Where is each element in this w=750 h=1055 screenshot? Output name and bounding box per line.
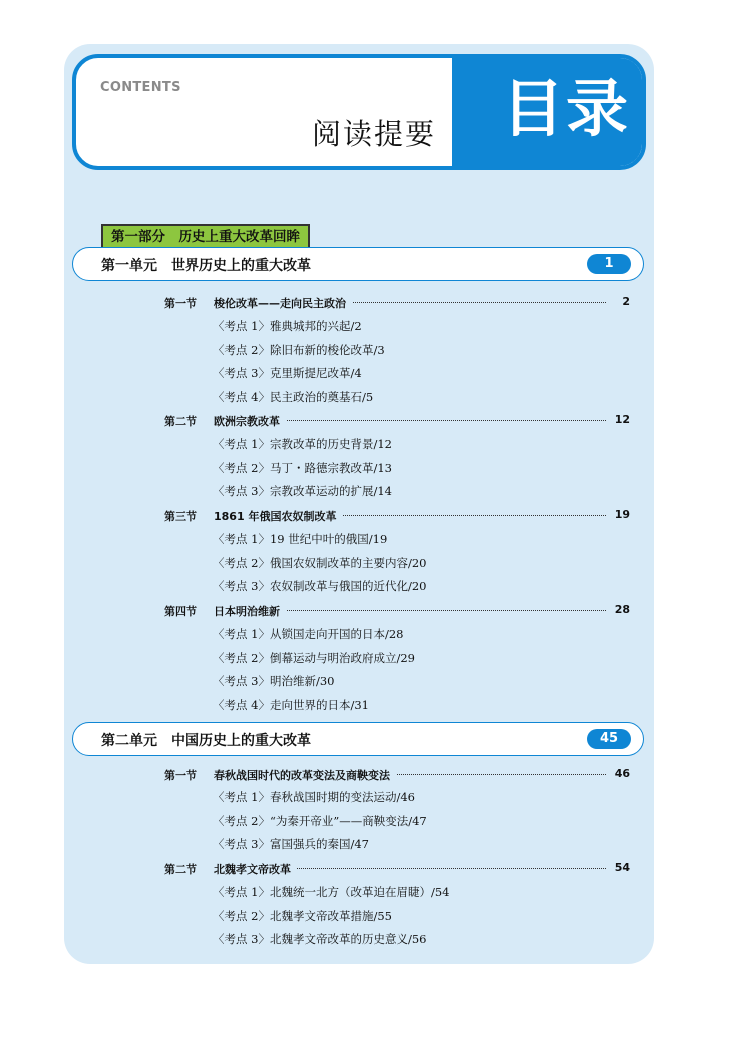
key-point[interactable]: 〈考点 3〉克里斯提尼改革/4 (213, 366, 362, 380)
key-point[interactable]: 〈考点 1〉雅典城邦的兴起/2 (213, 319, 362, 333)
toc-section[interactable] (164, 292, 630, 312)
key-point[interactable]: 〈考点 1〉春秋战国时期的变法运动/46 (213, 790, 415, 804)
toc-title: 目录 (501, 72, 630, 145)
section-page: 19 (611, 508, 630, 521)
unit-page-badge: 45 (587, 729, 631, 749)
section-title: 日本明治维新 (214, 603, 286, 619)
key-point[interactable]: 〈考点 4〉走向世界的日本/31 (213, 698, 369, 712)
contents-label: CONTENTS (100, 80, 181, 95)
section-page: 12 (611, 413, 630, 426)
toc-header (72, 54, 646, 170)
section-number: 第二节 (164, 415, 197, 428)
header-blue-block (452, 58, 642, 166)
section-title: 1861 年俄国农奴制改革 (214, 508, 342, 524)
section-number: 第一节 (164, 297, 197, 310)
section-number: 第四节 (164, 605, 197, 618)
key-point[interactable]: 〈考点 2〉北魏孝文帝改革措施/55 (213, 909, 392, 923)
section-page: 28 (611, 603, 630, 616)
section-page: 2 (618, 295, 630, 308)
section-page: 54 (611, 861, 630, 874)
section-title: 春秋战国时代的改革变法及商鞅变法 (214, 767, 396, 783)
key-point[interactable]: 〈考点 1〉从锁国走向开国的日本/28 (213, 627, 404, 641)
key-point[interactable]: 〈考点 3〉北魏孝文帝改革的历史意义/56 (213, 932, 427, 946)
part-title: 第一部分 历史上重大改革回眸 (101, 224, 310, 250)
key-point[interactable]: 〈考点 2〉马丁・路德宗教改革/13 (213, 461, 392, 475)
key-point[interactable]: 〈考点 1〉19 世纪中叶的俄国/19 (213, 532, 388, 546)
key-point[interactable]: 〈考点 3〉农奴制改革与俄国的近代化/20 (213, 579, 427, 593)
key-point[interactable]: 〈考点 2〉除旧布新的梭伦改革/3 (213, 343, 385, 357)
key-point[interactable]: 〈考点 1〉北魏统一北方（改革迫在眉睫）/54 (213, 885, 450, 899)
toc-section[interactable] (164, 410, 630, 430)
section-number: 第三节 (164, 510, 197, 523)
unit-page-badge: 1 (587, 254, 631, 274)
section-number: 第一节 (164, 769, 197, 782)
section-title: 梭伦改革——走向民主政治 (214, 295, 352, 311)
key-point[interactable]: 〈考点 2〉“为秦开帝业”——商鞅变法/47 (213, 814, 427, 828)
toc-section[interactable] (164, 600, 630, 620)
unit-title: 第一单元 世界历史上的重大改革 (101, 258, 311, 274)
key-point[interactable]: 〈考点 1〉宗教改革的历史背景/12 (213, 437, 392, 451)
key-point[interactable]: 〈考点 2〉俄国农奴制改革的主要内容/20 (213, 556, 427, 570)
key-point[interactable]: 〈考点 3〉富国强兵的秦国/47 (213, 837, 369, 851)
section-number: 第二节 (164, 863, 197, 876)
section-title: 欧洲宗教改革 (214, 413, 286, 429)
unit-bar[interactable] (72, 722, 644, 756)
key-point[interactable]: 〈考点 3〉明治维新/30 (213, 674, 335, 688)
key-point[interactable]: 〈考点 2〉倒幕运动与明治政府成立/29 (213, 651, 415, 665)
key-point[interactable]: 〈考点 3〉宗教改革运动的扩展/14 (213, 484, 392, 498)
toc-section[interactable] (164, 858, 630, 878)
unit-bar[interactable] (72, 247, 644, 281)
section-page: 46 (611, 767, 630, 780)
unit-title: 第二单元 中国历史上的重大改革 (101, 733, 311, 749)
toc-section[interactable] (164, 505, 630, 525)
key-point[interactable]: 〈考点 4〉民主政治的奠基石/5 (213, 390, 374, 404)
section-title: 北魏孝文帝改革 (214, 861, 297, 877)
reading-summary-label: 阅读提要 (311, 117, 436, 151)
toc-section[interactable] (164, 764, 630, 784)
